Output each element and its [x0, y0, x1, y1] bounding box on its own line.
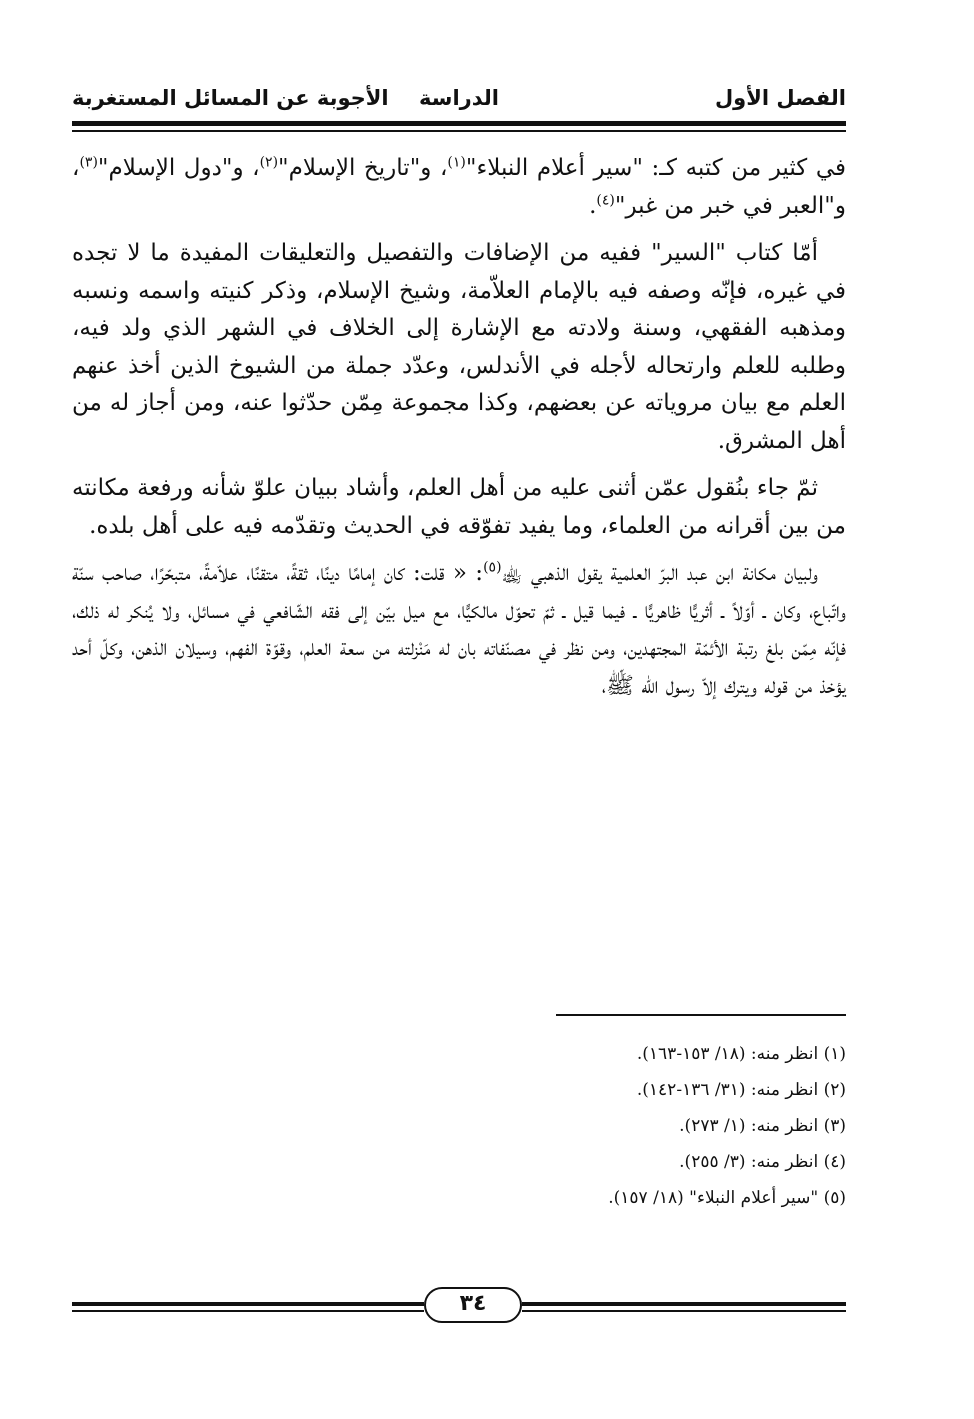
- header-rule-thick: [72, 121, 846, 126]
- footnotes: [286, 1036, 846, 1216]
- footnote-ref-5[interactable]: (٥): [483, 559, 502, 576]
- footnote-1: (١) انظر منه: (١٨/ ١٥٣-١٦٣).: [636, 1044, 846, 1064]
- paragraph-2: أمّا كتاب "السير" ففيه من الإضافات والتفصيل والتعليقات المفيدة ما لا تجده في غيره، فإنّه وصفه فيه بالإمام العلاّمة، وشيخ الإسلام، وذكر كنيته واسمه ونسبه ومذهبه الفقهي، وسنة ولادته مع الإشارة إلى الخلاف في الشهر الذي ولد فيه، وطلبه للعلم وارتحاله لأجله في الأندلس، وعدّد جملة من الشيوخ الذين أخذ عنهم العلم مع بيان مروياته عن بعضهم، وكذا مجموعة مِمّن حدّثوا عنه، ومن أجاز له من أهل المشرق.: [72, 240, 846, 454]
- footnote-separator: [556, 1014, 846, 1016]
- page-number: ٣٤: [424, 1287, 522, 1323]
- footnote-ref-1[interactable]: (١): [447, 154, 466, 171]
- footer-rule-left: [72, 1302, 424, 1306]
- footnote-5: (٥) "سير أعلام النبلاء" (١٨/ ١٥٧).: [608, 1188, 846, 1208]
- footnote-2: (٢) انظر منه: (٣١/ ١٣٦-١٤٢).: [636, 1080, 846, 1100]
- paragraph-4: ولبيان مكانة ابن عبد البرّ العلمية يقول الذهبي ﵀$^{(٥)}$: « قلت: كان إمامًا دينًا، ثقةً، متقنًا، علاّمةً، متبحّرًا، صاحب سنّة واتّباع، وكان ـ أوّلاً ـ أثريًّا ظاهريًّا ـ فيما قيل ـ ثمّ تحوّل مالكيًّا، مع ميل بيّن إلى فقه الشّافعي في مسائل، ولا يُنكر له ذلك، فإنّه مِمّن بلغ رتبة الأئمّة المجتهدين، ومن نظر في مصنّفاته بان له مَنْزلته من سعة العلم، وقوّة الفهم، وسيلان الذهن، وكلّ أحد يؤخذ من قوله ويترك إلاّ رسول الله ﷺ،: [72, 559, 846, 699]
- footer-rule-right-thin: [522, 1310, 846, 1312]
- footnote-ref-2[interactable]: (٢): [259, 154, 279, 171]
- paragraph-3: ثمّ جاء بنُقول عمّن أثنى عليه من أهل العلم، وأشاد ببيان علوّ شأنه ورفعة مكانته من بين أقرانه من العلماء، وما يفيد تفوّقه في الحديث وتقدّمه فيه على أهل بلده.: [72, 475, 846, 539]
- paragraph-1: في كثير من كتبه كـ: "سير أعلام النبلاء"$^{(١)}$، و"تاريخ الإسلام"$^{(٢)}$، و"دول الإسلام"$^{(٣)}$، و"العبر في خبر من غبر"$^{(٤)}$.: [72, 154, 846, 219]
- footnote-ref-3[interactable]: (٣): [79, 154, 98, 171]
- running-header: [72, 78, 846, 118]
- header-rule-thin: [72, 130, 846, 132]
- chapter-title: الفصل الأول: [714, 86, 846, 110]
- footer-rule-left-thin: [72, 1310, 424, 1312]
- footer-rule-right: [522, 1302, 846, 1306]
- section-title: الدراسة: [419, 86, 499, 110]
- footnote-3: (٣) انظر منه: (١/ ٢٧٣).: [679, 1116, 846, 1136]
- footnote-ref-4[interactable]: (٤): [596, 191, 615, 208]
- main-text: [72, 150, 846, 705]
- footnote-4: (٤) انظر منه: (٣/ ٢٥٥).: [679, 1152, 846, 1172]
- book-title: الأجوبة عن المسائل المستغربة: [72, 86, 389, 110]
